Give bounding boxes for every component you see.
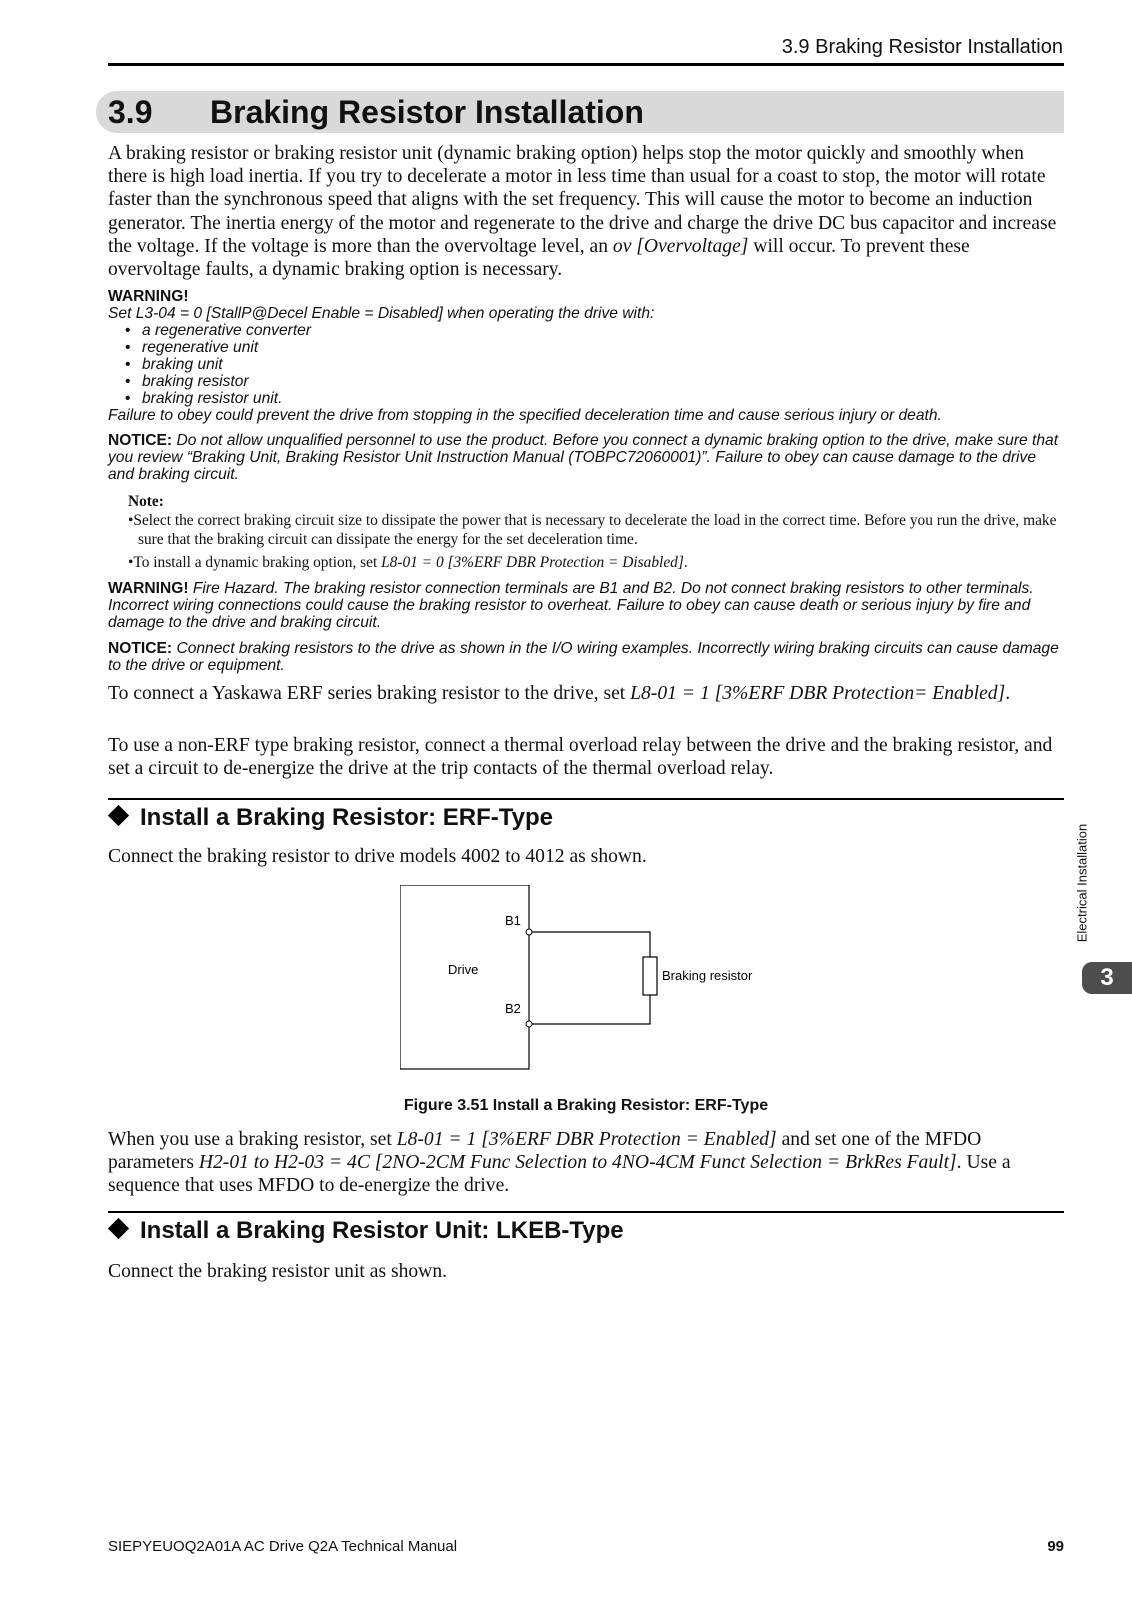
section-title: Braking Resistor Installation: [210, 94, 644, 130]
resistor-label: Braking resistor: [662, 968, 753, 983]
warning-stall-prevention: [108, 288, 1064, 424]
non-erf-paragraph: To use a non-ERF type braking resistor, connect a thermal overload relay between the drive and the braking resistor, and set a circuit to de-energize the drive at the trip contacts of the thermal overload relay.: [108, 735, 1053, 780]
list-item: • regenerative unit: [108, 339, 1064, 356]
resistor-symbol: [643, 957, 657, 995]
note-title: Note:: [128, 493, 164, 510]
page-number: 99: [1047, 1538, 1064, 1555]
subsection-intro-lkeb: Connect the braking resistor unit as shown.: [108, 1261, 448, 1282]
warning-fire-hazard: WARNING! Fire Hazard. The braking resistor connection terminals are B1 and B2. Do not connect braking resistors to other terminals. Incorrect wiring connections could cause the braking resistor to overheat. Failure to obey can cause death or serious injury by fire and damage to the drive and braking circuit.: [108, 580, 1034, 631]
note-block: [128, 492, 1058, 576]
chapter-tab-number: 3: [1082, 962, 1132, 994]
erf-paragraph: To connect a Yaskawa ERF series braking resistor to the drive, set L8-01 = 1 [3%ERF DBR Protection= Enabled].: [108, 683, 1011, 704]
notice-qualified-personnel: NOTICE: Do not allow unqualified personnel to use the product. Before you connect a dynamic braking option to the drive, make sure that you review “Braking Unit, Braking Resistor Unit Instruction Manual (TOBPC72060001)”. Failure to obey can cause damage to the drive and braking circuit.: [108, 432, 1059, 483]
notice-label: NOTICE:: [108, 432, 173, 449]
warning-label: WARNING!: [108, 288, 189, 305]
subsection-heading-erf: Install a Braking Resistor: ERF-Type: [108, 804, 553, 832]
section-number: 3.9: [108, 94, 153, 130]
section-heading: [96, 91, 1064, 133]
terminal-b1-label: B1: [505, 913, 521, 928]
note-item: •Select the correct braking circuit size to dissipate the power that is necessary to decelerate the load in the correct time. Before you run the drive, make sure that the braking circuit can dissipate the energy for the set deceleration time.: [128, 512, 1057, 548]
running-header: 3.9 Braking Resistor Installation: [781, 36, 1063, 58]
terminal-b2-label: B2: [505, 1001, 521, 1016]
subsection-heading-lkeb: Install a Braking Resistor Unit: LKEB-Type: [108, 1217, 624, 1245]
warning-label: WARNING!: [108, 580, 189, 597]
notice-label: NOTICE:: [108, 640, 173, 657]
terminal-b2: [526, 1021, 532, 1027]
terminal-b1: [526, 929, 532, 935]
parameter-reference: L8-01 = 1 [3%ERF DBR Protection= Enabled]: [630, 683, 1006, 704]
wire-b1: [532, 932, 650, 957]
erf-wiring-diagram: [400, 885, 780, 1085]
list-item: • a regenerative converter: [108, 322, 1064, 339]
drive-label: Drive: [448, 962, 479, 977]
chapter-tab-label: Electrical Installation: [1074, 823, 1090, 943]
list-item: • braking resistor unit.: [108, 390, 1064, 407]
diamond-icon: [108, 1218, 129, 1239]
list-item: • braking resistor: [108, 373, 1064, 390]
warning-lead: Set L3-04 = 0 [StallP@Decel Enable = Disabled] when operating the drive with:: [108, 305, 655, 322]
intro-paragraph: A braking resistor or braking resistor unit (dynamic braking option) helps stop the motor quickly and smoothly when there is high load inertia. If you try to decelerate a motor in less time than usual for a coast to stop, the motor will rotate faster than the synchronous speed that aligns with the set frequency. This will cause the motor to become an induction generator. The inertia energy of the motor and regenerate to the drive and charge the drive DC bus capacitor and increase the voltage. If the voltage is more than the overvoltage level, an ov [Overvoltage] will occur. To prevent these overvoltage faults, a dynamic braking option is necessary.: [108, 143, 1057, 281]
warning-list: [108, 322, 1064, 407]
list-item: • braking unit: [108, 356, 1064, 373]
warning-consequence: Failure to obey could prevent the drive from stopping in the specified deceleration time and cause serious injury or death.: [108, 407, 942, 424]
subsection-rule: [108, 1211, 1064, 1213]
fault-reference: ov [Overvoltage]: [612, 235, 749, 257]
figure-caption: Figure 3.51 Install a Braking Resistor: ERF-Type: [403, 1097, 769, 1114]
note-item: •To install a dynamic braking option, set L8-01 = 0 [3%ERF DBR Protection = Disabled].: [128, 554, 688, 571]
wire-b2: [532, 995, 650, 1024]
footer-manual-title: SIEPYEUOQ2A01A AC Drive Q2A Technical Manual: [108, 1538, 458, 1555]
header-rule: [108, 63, 1064, 66]
notice-wiring: NOTICE: Connect braking resistors to the drive as shown in the I/O wiring examples. Incorrectly wiring braking circuits can cause damage to the drive or equipment.: [108, 640, 1059, 674]
diamond-icon: [108, 805, 129, 826]
subsection-rule: [108, 798, 1064, 800]
subsection-intro-erf: Connect the braking resistor to drive models 4002 to 4012 as shown.: [108, 846, 647, 867]
mfdo-paragraph: When you use a braking resistor, set L8-01 = 1 [3%ERF DBR Protection = Enabled] and set one of the MFDO parameters H2-01 to H2-03 = 4C [2NO-2CM Func Selection to 4NO-4CM Funct Selection = BrkRes Fault]. Use a sequence that uses MFDO to de-energize the drive.: [108, 1129, 1011, 1197]
